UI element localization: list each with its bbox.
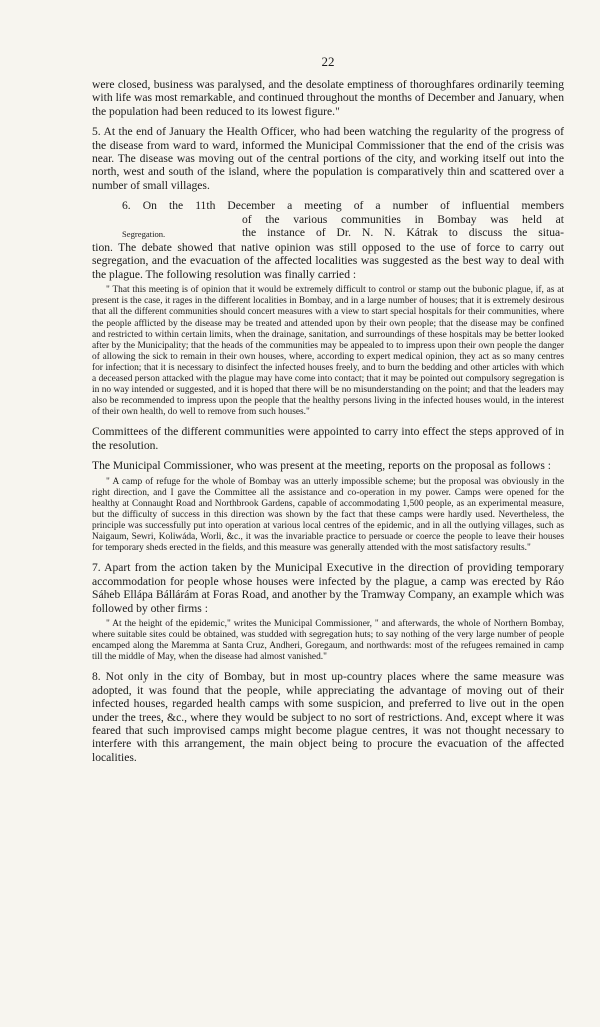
paragraph-6-first-line: 6. On the 11th December a meeting of a number of influential members <box>122 199 564 213</box>
paragraph-7: 7. Apart from the action taken by the Municipal Executive in the direction of providing temporary accommodation for people whose houses were infected by the plague, a camp was erected by Ráo Sáheb Ellápa Bállárám at Foras Road, and another by the Tramway Company, an example which was followed by other firms : <box>92 561 564 615</box>
paragraph-6 <box>92 199 564 281</box>
paragraph-6-rest: tion. The debate showed that native opinion was still opposed to the use of force to carry out segregation, and the evacuation of the affected localities was suggested as the best way to deal with the plague. The following resolution was finally carried : <box>92 241 564 281</box>
document-page <box>92 54 564 764</box>
paragraph-committees: Committees of the different communities were appointed to carry into effect the steps approved of in the resolution. <box>92 425 564 452</box>
page-number: 22 <box>321 54 335 69</box>
paragraph-6-side-block <box>92 213 564 241</box>
paragraph-6-side-line-a: of the various communities in Bombay was held at <box>242 212 564 226</box>
quote-epidemic: " At the height of the epidemic," writes the Municipal Commissioner, " and afterwards, the whole of Northern Bombay, where suitable sites could be obtained, was studded with segregation huts; to say nothing of the very large number of people encamped along the Maremma at Santa Cruz, Andheri, Goregaum, and northwards: most of the refugees remained in camp till the middle of May, when the disease had almost vanished." <box>92 618 564 663</box>
marginal-note-segregation: Segregation. <box>122 228 166 239</box>
paragraph-commissioner: The Municipal Commissioner, who was present at the meeting, reports on the proposal as follows : <box>92 459 552 473</box>
paragraph-8: 8. Not only in the city of Bombay, but in most up-country places where the same measure was adopted, it was found that the people, while appreciating the advantage of moving out of their infected houses, regarded health camps with some suspicion, and preferred to live out in the open under the trees, &c., where they would be subject to no sort of restrictions. And, except where it was feared that such improvised camps might become plague centres, it was not thought necessary to interfere with this arrangement, the main object being to procure the evacuation of the affected localities. <box>92 670 564 764</box>
paragraph-5: 5. At the end of January the Health Officer, who had been watching the regularity of the progress of the disease from ward to ward, informed the Municipal Commissioner that the end of the crisis was near. The disease was moving out of the central portions of the city, and working itself out into the north, west and south of the island, where the population is comparatively thin and scattered over a number of small villages. <box>92 125 564 192</box>
paragraph-6-side-line-b: the instance of Dr. N. N. Kátrak to discuss the situa- <box>242 226 564 240</box>
quote-resolution: " That this meeting is of opinion that it would be extremely difficult to control or stamp out the bubonic plague, if, as at present is the case, it rages in the different localities in Bombay, and in a large number of houses; that it is extremely desirous that all the different communities should concert measures with a view to start special hospitals for their communities, where the people afflicted by the disease may be treated and attended upon by their own people; that the disease may be confined and restricted to within certain limits, when the drainage, sanitation, and surroundings of these hospitals may be better looked after by the Municipality; that the heads of the communities may be appealed to to impress upon their own people the danger of allowing the sick to remain in their own houses, where, according to expert medical opinion, they act as so many centres for infection; that it is necessary to disinfect the infected houses freely, and to burn the bedding and other articles with which a deceased person attacked with the plague may have come into contact; that it may be pointed out compulsory segregation is in no way intended or suggested, and it is hoped that there will be no misunderstanding on the point; and that the leaders may also be recommended to impress upon the people that the healthy persons living in the infected houses would, in the interest of their own health, do well to remove from such houses." <box>92 285 564 418</box>
quote-commissioner: " A camp of refuge for the whole of Bombay was an utterly impossible scheme; but the proposal was obviously in the right direction, and I gave the Committee all the assistance and co-operation in my power. Camps were opened for the healthy at Connaught Road and Northbrook Gardens, capable of accommodating 1,500 people, as an experimental measure, but the difficulty of success in this direction was shown by the fact that these camps were hardly used. Nevertheless, the principle was successfully put into operation at various local centres of the epidemic, and in all the outlying villages, such as Naigaum, Sewri, Koliwáda, Worli, &c., it was the invariable practice to persuade or coerce the people to leave their houses for temporary sheds erected in the fields, and this measure was generally attended with the most satisfactory results." <box>92 476 564 554</box>
paragraph-continued: were closed, business was paralysed, and the desolate emptiness of thoroughfares ordinarily teeming with life was most remarkable, and continued throughout the months of December and January, when the population had been reduced to its lowest figure." <box>92 78 564 118</box>
